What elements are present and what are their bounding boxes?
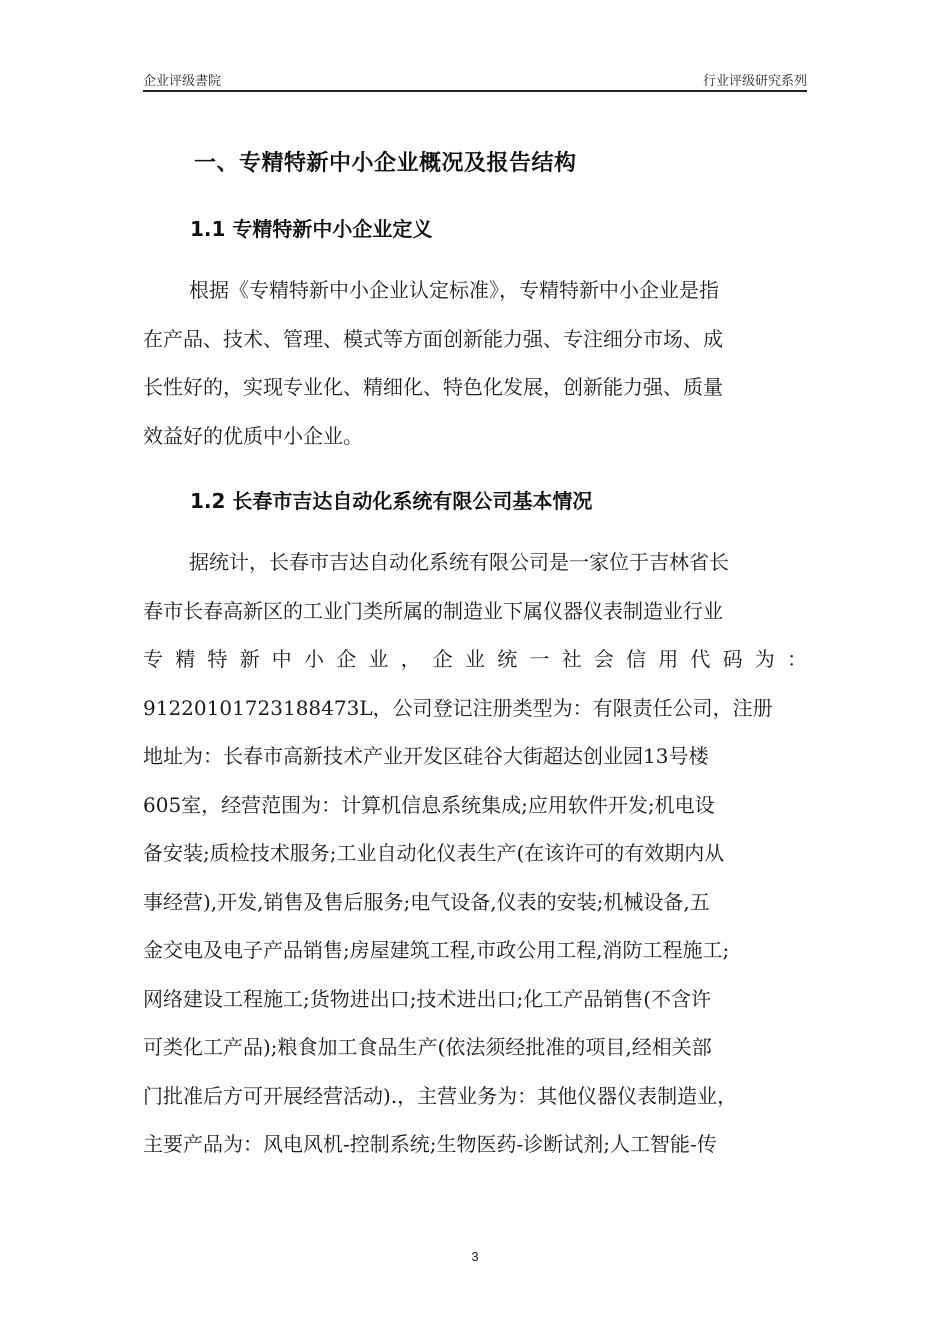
subsection-2-paragraph (143, 538, 807, 1169)
paragraph-line: 地址为：长春市高新技术产业开发区硅谷大街超达创业园13号楼 (143, 744, 709, 768)
paragraph-line: 在产品、技术、管理、模式等方面创新能力强、专注细分市场、成 (143, 326, 723, 351)
paragraph-line: 605室，经营范围为：计算机信息系统集成;应用软件开发;机电设 (143, 792, 715, 817)
paragraph-line: 主要产品为：风电风机-控制系统;生物医药-诊断试剂;人工智能-传 (143, 1132, 717, 1156)
paragraph-line: 可类化工产品);粮食加工食品生产(依法须经批准的项目,经相关部 (143, 1035, 712, 1059)
header-divider (143, 90, 807, 92)
paragraph-line: 金交电及电子产品销售;房屋建筑工程,市政公用工程,消防工程施工; (143, 938, 730, 962)
section-title: 一、专精特新中小企业概况及报告结构 (194, 151, 577, 176)
subsection-2-title: 1.2 长春市吉达自动化系统有限公司基本情况 (190, 489, 593, 513)
paragraph-line: 效益好的优质中小企业。 (143, 423, 363, 448)
page-number: 3 (471, 1249, 479, 1264)
paragraph-line: 91220101723188473L，公司登记注册类型为：有限责任公司，注册 (143, 695, 773, 720)
paragraph-line: 事经营),开发,销售及售后服务;电气设备,仪表的安装;机械设备,五 (143, 889, 710, 914)
paragraph-line: 春市长春高新区的工业门类所属的制造业下属仪器仪表制造业行业 (143, 598, 723, 623)
subsection-1-paragraph (143, 266, 807, 460)
paragraph-line: 长性好的，实现专业化、精细化、特色化发展，创新能力强、质量 (143, 375, 723, 399)
subsection-1-title: 1.1 专精特新中小企业定义 (190, 217, 433, 241)
paragraph-line: 根据《专精特新中小企业认定标准》，专精特新中小企业是指 (189, 278, 719, 302)
paragraph-line: 专精特新中小企业，企业统一社会信用代码为： (143, 647, 807, 671)
paragraph-line: 备安装;质检技术服务;工业自动化仪表生产(在该许可的有效期内从 (143, 841, 725, 865)
header-left-text: 企业评级書院 (143, 73, 222, 88)
paragraph-line: 据统计，长春市吉达自动化系统有限公司是一家位于吉林省长 (189, 550, 729, 574)
header-right-text: 行业评级研究系列 (702, 73, 807, 88)
paragraph-line: 门批准后方可开展经营活动).，主营业务为：其他仪器仪表制造业， (143, 1083, 738, 1108)
paragraph-line: 网络建设工程施工;货物进出口;技术进出口;化工产品销售(不含许 (143, 986, 712, 1011)
